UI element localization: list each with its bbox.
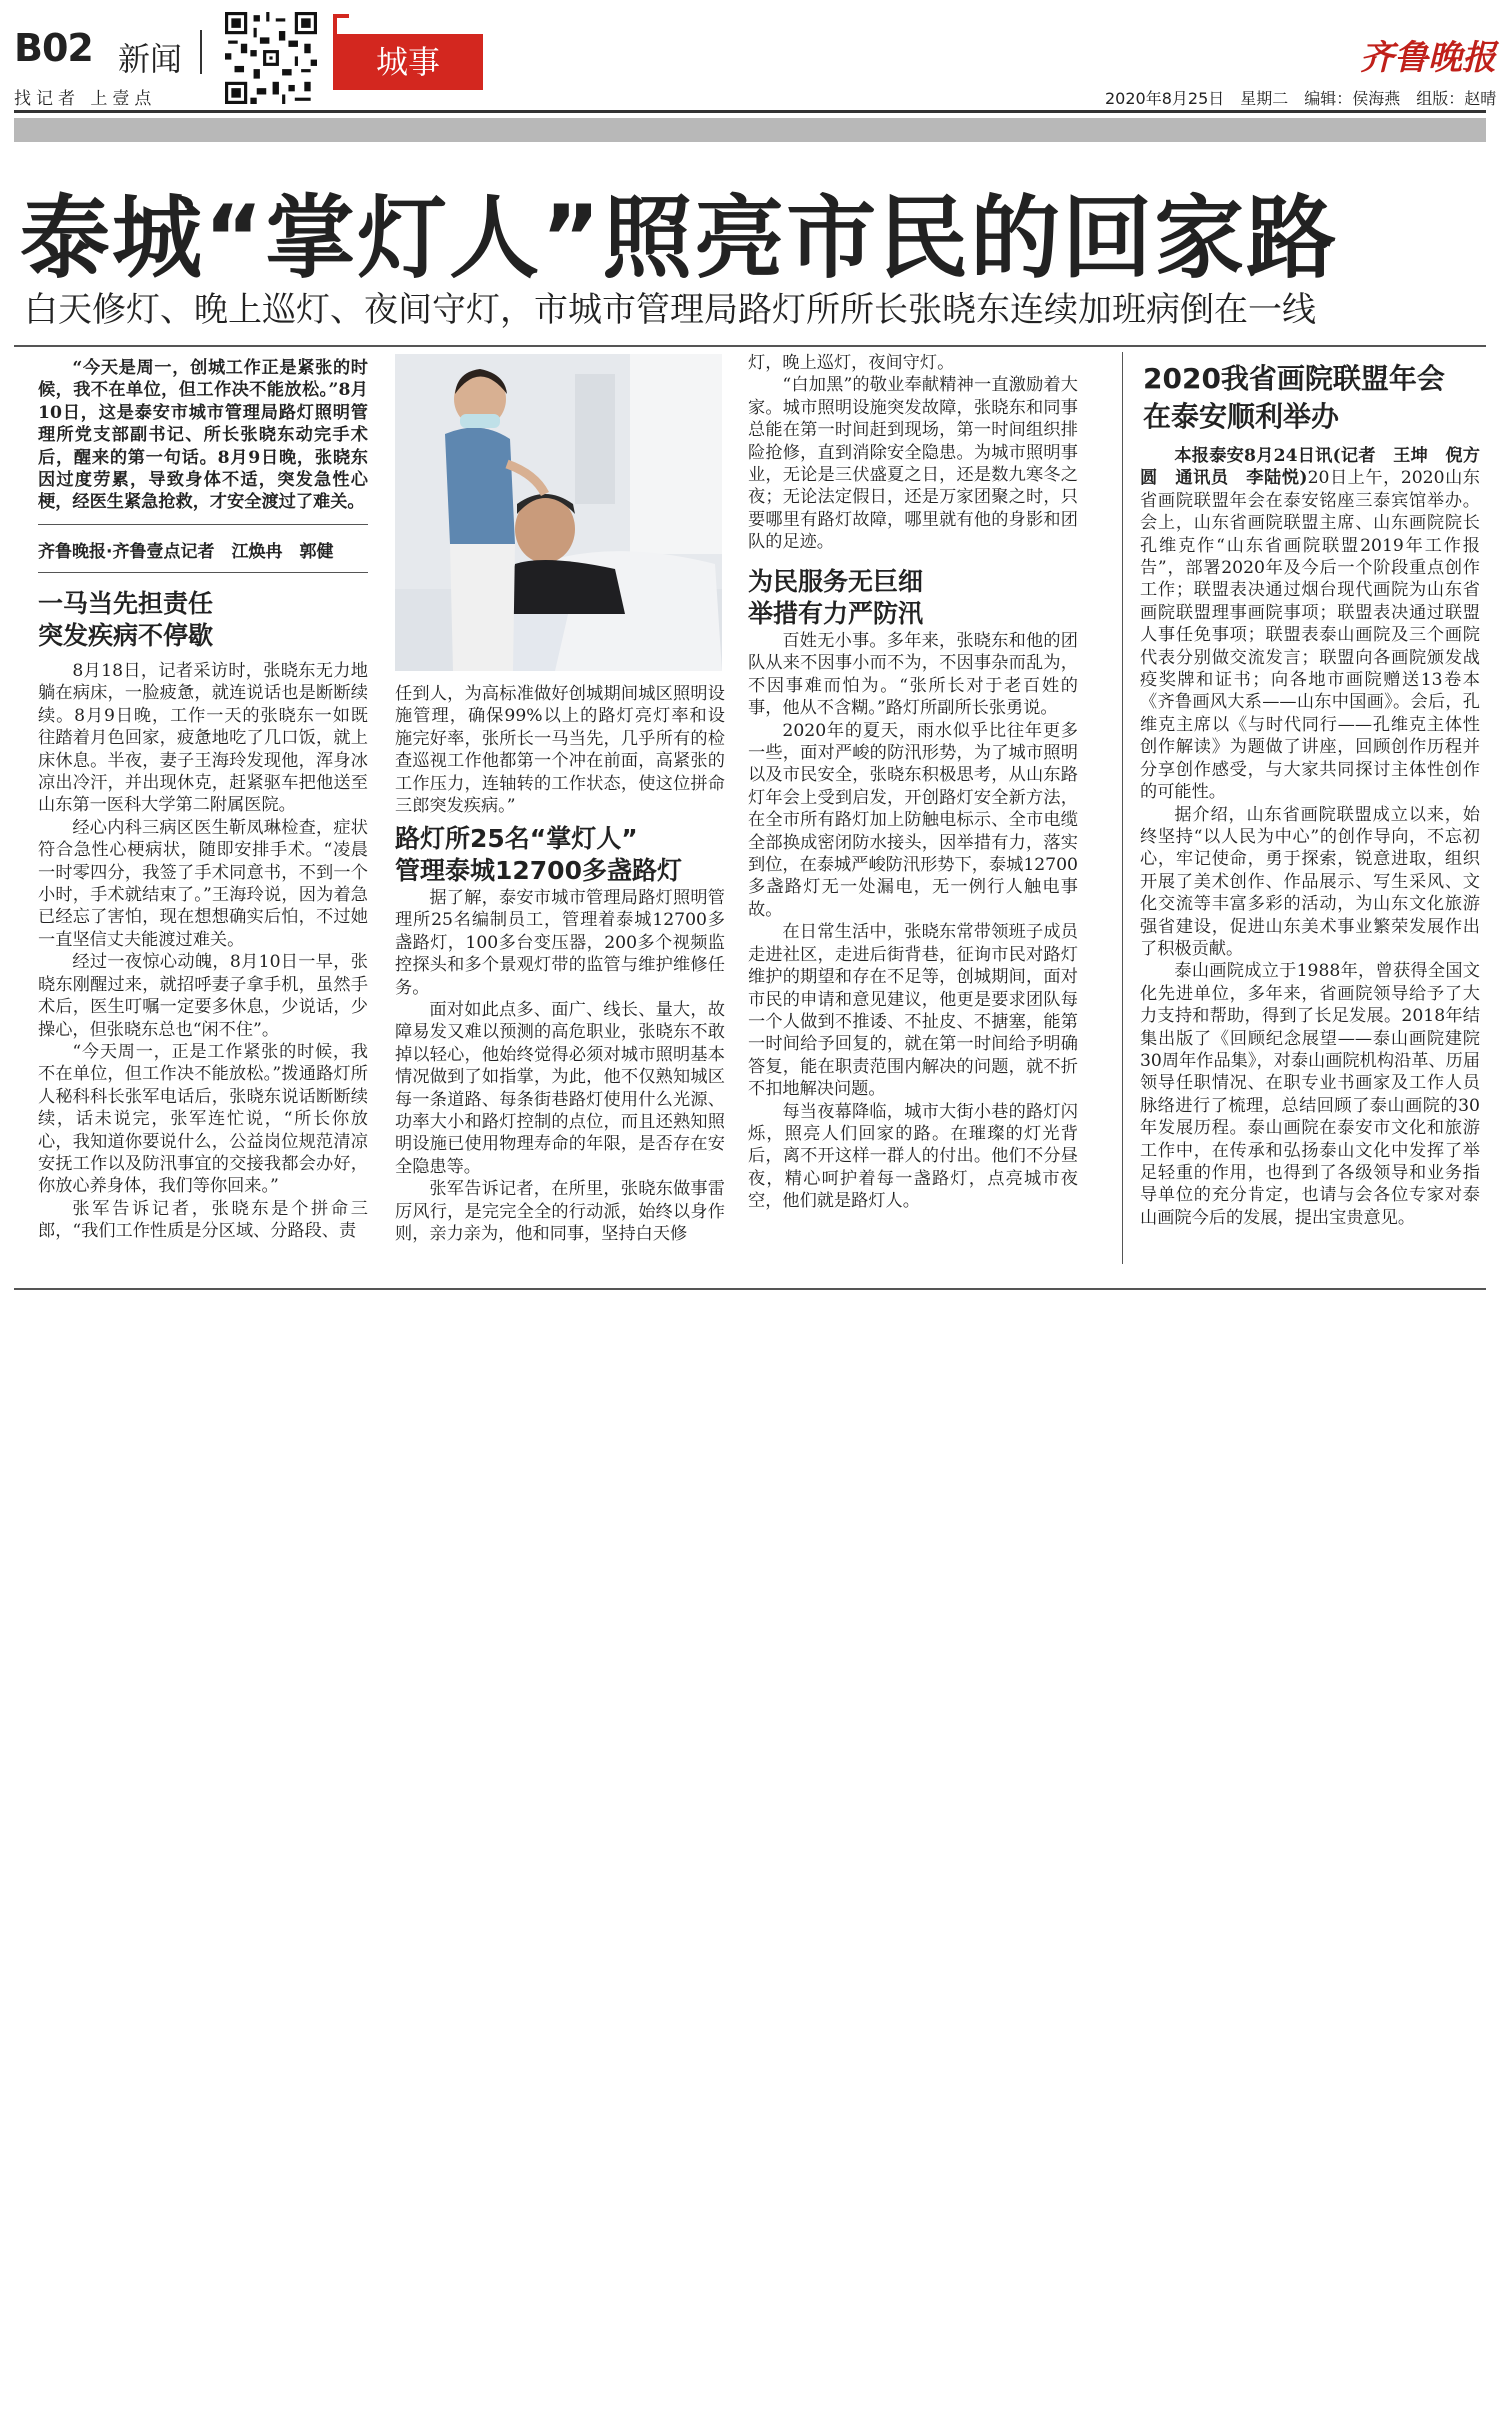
masthead-divider [200,30,202,74]
grey-band [14,118,1486,142]
col3-body: 灯，晚上巡灯，夜间守灯。 “白加黑”的敬业奉献精神一直激励着大家。城市照明设施突发故障，张晓东和同事总能在第一时间赶到现场，第一时间组织排险抢修，直到消除安全隐患。为城市照明事业，无论是三伏盛夏之日，还是数九寒冬之夜；无论法定假日，还是万家团聚之时，只要哪里有路灯故障，哪里就有他的身影和团队的足迹。 [748,353,1078,553]
lead-paragraph: “今天是周一，创城工作正是紧张的时候，我不在单位，但工作决不能放松。”8月10日，这是泰安市城市管理局路灯照明管理所党支部副书记、所长张晓东动完手术后，醒来的第一句话。8月9日晚，张晓东因过度劳累，导致身体不适，突发急性心梗，经医生紧急抢救，才安全渡过了难关。 [38,358,368,513]
headline: 泰城“掌灯人”照亮市民的回家路 [20,186,1339,291]
subheadline: 白天修灯、晚上巡灯、夜间守灯，市城市管理局路灯所所长张晓东连续加班病倒在一线 [24,290,1316,330]
section-name: 新闻 [118,40,183,78]
section3-title: 为民服务无巨细 举措有力严防汛 [748,567,924,628]
motto: 找记者 上壹点 [14,89,157,109]
side-article-title: 2020我省画院联盟年会 在泰安顺利举办 [1143,362,1445,433]
hospital-photo [395,354,722,671]
section1-body: 8月18日，记者采访时，张晓东无力地躺在病床，一脸疲惫，就连说话也是断断续续。8月9日晚，工作一天的张晓东一如既往踏着月色回家，疲惫地吃了几口饭，就上床休息。半夜，妻子王海玲发现他，浑身冰凉出冷汗，并出现休克，赶紧驱车把他送至山东第一医科大学第二附属医院。 经心内科三病区医生靳凤琳检查，症状符合急性心梗病状，随即安排手术。“凌晨一时零四分，我签了手术同意书，不到一个小时，手术就结束了。”王海玲说，因为着急已经忘了害怕，现在想想确实后怕，不过她一直坚信丈夫能渡过难关。 经过一夜惊心动魄，8月10日一早，张晓东刚醒过来，就招呼妻子拿手机，虽然手术后，医生叮嘱一定要多休息，少说话，少操心，但张晓东总也“闲不住”。 “今天周一，正是工作紧张的时候，我不在单位，但工作决不能放松。”拨通路灯所人秘科科长张军电话后，张晓东说话断断续续，话未说完，张军连忙说，“所长你放心，我知道你要说什么，公益岗位规范清凉安抚工作以及防汛事宜的交接我都会办好，你放心养身体，我们等你回来。” 张军告诉记者，张晓东是个拼命三郎，“我们工作性质是分区域、分路段、责 [38,661,368,1242]
section2-title: 路灯所25名“掌灯人” 管理泰城12700多盏路灯 [395,824,682,885]
qr-code-icon [225,12,317,104]
byline-rule [38,572,368,573]
side-article-body: 本报泰安8月24日讯(记者 王坤 倪方圆 通讯员 李陆悦)20日上午，2020山东省画院联盟年会在泰安铭座三泰宾馆举办。会上，山东省画院联盟主席、山东画院院长孔维克作“山东省画院联盟2019年工作报告”，部署2020年及今后一个阶段重点创作工作；联盟表决通过烟台现代画院为山东省画院联盟理事画院事项；联盟表决通过联盟人事任免事项；联盟表泰山画院及三个画院代表分别做交流发言；联盟向各画院颁发战疫奖牌和证书；向各地市画院赠送13卷本《齐鲁画风大系——山东中国画》。会后，孔维克主席以《与时代同行——孔维克主体性创作解读》为题做了讲座，回顾创作历程并分享创作感受，与大家共同探讨主体性创作的可能性。 据介绍，山东省画院联盟成立以来，始终坚持“以人民为中心”的创作导向，不忘初心，牢记使命，勇于探索，锐意进取，组织开展了美术创作、作品展示、写生采风、文化交流等丰富多彩的活动，为山东文化旅游强省建设，促进山东美术事业繁荣发展作出了积极贡献。 泰山画院成立于1988年，曾获得全国文化先进单位，多年来，省画院领导给予了大力支持和帮助，得到了长足发展。2018年结集出版了《回顾纪念展望——泰山画院建院30周年作品集》，对泰山画院机构沿革、历届领导任职情况、在职专业书画家及工作人员脉络进行了梳理，总结回顾了泰山画院的30年发展历程。泰山画院在泰安市文化和旅游工作中，在传承和弘扬泰山文化中发挥了举足轻重的作用，也得到了各级领导和业务指导单位的充分肯定，也请与会各位专家对泰山画院今后的发展，提出宝贵意见。 [1140,446,1480,1228]
side-article-dateline: 本报泰安8月24日讯(记者 王坤 倪方圆 通讯员 李陆悦) [1140,446,1480,489]
bottom-rule [14,1288,1486,1290]
page-number: B02 [14,26,93,70]
section-tab: 城事 [333,34,483,90]
section3-body: 百姓无小事。多年来，张晓东和他的团队从来不因事小而不为，不因事杂而乱为，不因事难而怕为。“张所长对于老百姓的事，他从不含糊。”路灯所副所长张勇说。 2020年的夏天，雨水似乎比往年更多一些，面对严峻的防汛形势，为了城市照明以及市民安全，张晓东积极思考，从山东路灯年会上受到启发，开创路灯安全新方法，在全市所有路灯加上防触电标示、全市电缆全部换成密闭防水接头，因举措有力，落实到位，在泰城严峻防汛形势下，泰城12700多盏路灯无一处漏电，无一例行人触电事故。 在日常生活中，张晓东常带领班子成员走进社区，走进后街背巷，征询市民对路灯维护的期望和存在不足等，创城期间，面对市民的申请和意见建议，他更是要求团队每一个人做到不推诿、不扯皮、不搪塞，能第一时间给予回复的，就在第一时间给予明确答复，能在职责范围内解决的问题，就不折不扣地解决问题。 每当夜幕降临，城市大街小巷的路灯闪烁，照亮人们回家的路。在璀璨的灯光背后，离不开这样一群人的付出。他们不分昼夜，精心呵护着每一盏路灯，点亮城市夜空，他们就是路灯人。 [748,631,1078,1212]
section2-body: 据了解，泰安市城市管理局路灯照明管理所25名编制员工，管理着泰城12700多盏路灯，100多台变压器，200多个视频监控探头和多个景观灯带的监管与维护维修任务。 面对如此点多、面广、线长、量大，故障易发又难以预测的高危职业，张晓东不敢掉以轻心，他始终觉得必须对城市照明基本情况做到了如指掌，为此，他不仅熟知城区每一条道路、每条街巷路灯使用什么光源、功率大小和路灯控制的点位，而且还熟知照明设施已使用物理寿命的年限，是否存在安全隐患等。 张军告诉记者，在所里，张晓东做事雷厉风行，是完完全全的行动派，始终以身作则，亲力亲为，他和同事，坚持白天修 [395,888,725,1245]
newspaper-logo: 齐鲁晚报 [1360,38,1496,78]
byline: 齐鲁晚报·齐鲁壹点记者 江焕冉 郭健 [38,542,334,562]
section1-title: 一马当先担责任 突发疾病不停歇 [38,589,214,650]
dateline: 2020年8月25日 星期二 编辑：侯海燕 组版：赵晴 [1105,89,1497,108]
side-column-rule [1122,352,1123,1264]
masthead-rule [14,110,1486,113]
col2-continuation: 任到人，为高标准做好创城期间城区照明设施管理，确保99%以上的路灯亮灯率和设施完好率，张所长一马当先，几乎所有的检查巡视工作他都第一个冲在前面，高紧张的工作压力，连轴转的工作状态，使这位拼命三郎突发疾病。” [395,684,725,817]
lead-rule [38,524,368,525]
top-rule [14,345,1486,347]
